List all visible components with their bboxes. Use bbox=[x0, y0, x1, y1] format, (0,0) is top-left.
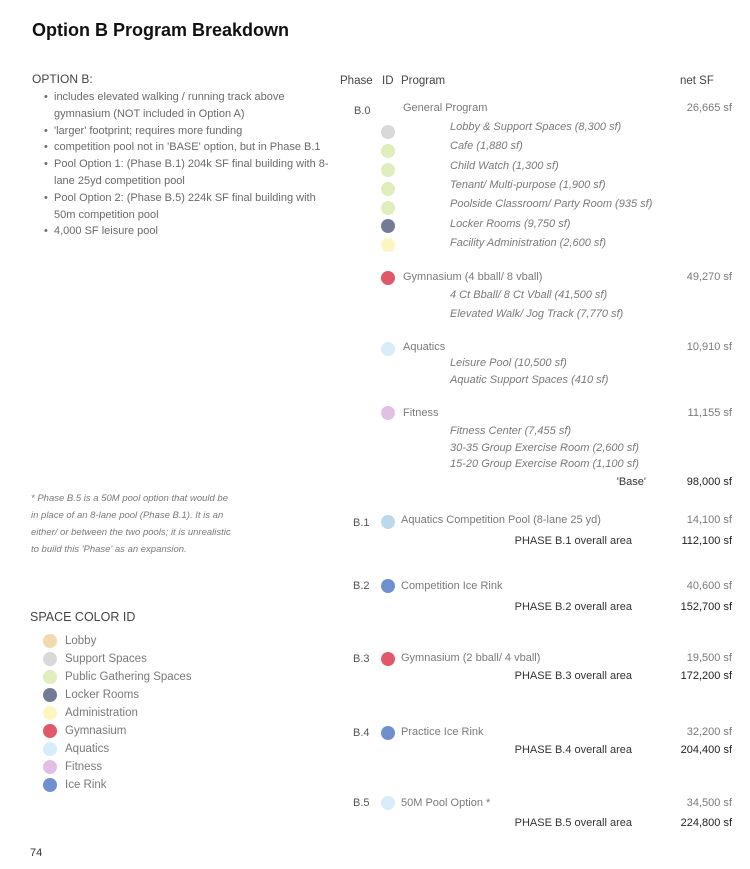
space-color-dot bbox=[381, 796, 395, 810]
phase-total-sf: 112,100 sf bbox=[681, 535, 732, 547]
header-program: Program bbox=[401, 75, 446, 87]
phase-label: B.3 bbox=[353, 653, 370, 665]
color-swatch bbox=[43, 760, 57, 774]
bullet-item: • 'larger' footprint; requires more funding bbox=[44, 123, 334, 140]
category-sf: 34,500 sf bbox=[686, 797, 732, 809]
legend-label: Gymnasium bbox=[65, 725, 127, 737]
program-item: Locker Rooms (9,750 sf) bbox=[450, 218, 571, 230]
category-name: Fitness bbox=[403, 407, 439, 419]
option-heading: OPTION B: bbox=[32, 72, 93, 86]
category-sf: 11,155 sf bbox=[687, 407, 732, 419]
phase-label: B.0 bbox=[354, 105, 371, 117]
bullet-item: • Pool Option 1: (Phase B.1) 204k SF final building with 8-lane 25yd competition pool bbox=[44, 156, 334, 190]
color-swatch bbox=[43, 670, 57, 684]
program-item: Aquatic Support Spaces (410 sf) bbox=[450, 374, 609, 386]
phase-total-sf: 152,700 sf bbox=[680, 601, 732, 613]
space-color-dot bbox=[381, 201, 395, 215]
program-item: 4 Ct Bball/ 8 Ct Vball (41,500 sf) bbox=[450, 289, 608, 301]
color-swatch bbox=[43, 778, 57, 792]
bullet-item: • Pool Option 2: (Phase B.5) 224k SF final building with 50m competition pool bbox=[44, 190, 334, 224]
color-swatch bbox=[43, 742, 57, 756]
program-item: Lobby & Support Spaces (8,300 sf) bbox=[450, 121, 622, 133]
category-sf: 40,600 sf bbox=[686, 580, 732, 592]
phase-total-label: PHASE B.2 overall area bbox=[514, 601, 632, 613]
program-item: 30-35 Group Exercise Room (2,600 sf) bbox=[450, 442, 639, 454]
legend-label: Aquatics bbox=[65, 743, 110, 755]
space-color-dot bbox=[381, 652, 395, 666]
phase-total-label: PHASE B.4 overall area bbox=[514, 744, 632, 756]
page-number: 74 bbox=[30, 847, 43, 859]
space-color-dot bbox=[381, 163, 395, 177]
bullet-item: • competition pool not in 'BASE' option, but in Phase B.1 bbox=[44, 139, 334, 156]
category-name: Gymnasium (2 bball/ 4 vball) bbox=[401, 652, 541, 664]
space-color-dot bbox=[381, 125, 395, 139]
legend-label: Ice Rink bbox=[65, 779, 107, 791]
phase-label: B.2 bbox=[353, 580, 370, 592]
category-sf: 14,100 sf bbox=[686, 514, 732, 526]
category-name: Competition Ice Rink bbox=[401, 580, 503, 592]
space-color-dot bbox=[381, 182, 395, 196]
phase-label: B.5 bbox=[353, 797, 370, 809]
phase-total-sf: 172,200 sf bbox=[680, 670, 732, 682]
category-name: General Program bbox=[403, 102, 488, 114]
legend-label: Administration bbox=[65, 707, 138, 719]
phase-total-label: PHASE B.3 overall area bbox=[514, 670, 632, 682]
phase-label: B.4 bbox=[353, 727, 370, 739]
header-phase: Phase bbox=[340, 75, 373, 87]
category-name: Gymnasium (4 bball/ 8 vball) bbox=[403, 271, 543, 283]
category-name: Practice Ice Rink bbox=[401, 726, 484, 738]
program-item: 15-20 Group Exercise Room (1,100 sf) bbox=[450, 458, 639, 470]
phase-total-sf: 224,800 sf bbox=[680, 817, 732, 829]
space-color-id-heading: SPACE COLOR ID bbox=[30, 610, 136, 624]
phase-total-label: PHASE B.5 overall area bbox=[514, 817, 632, 829]
category-sf: 19,500 sf bbox=[686, 652, 732, 664]
program-item: Fitness Center (7,455 sf) bbox=[450, 425, 572, 437]
space-color-dot bbox=[381, 342, 395, 356]
category-sf: 26,665 sf bbox=[686, 102, 732, 114]
header-id: ID bbox=[382, 75, 394, 87]
color-swatch bbox=[43, 688, 57, 702]
program-item: Tenant/ Multi-purpose (1,900 sf) bbox=[450, 179, 606, 191]
space-color-dot bbox=[381, 238, 395, 252]
legend-label: Fitness bbox=[65, 761, 103, 773]
program-item: Poolside Classroom/ Party Room (935 sf) bbox=[450, 198, 653, 210]
space-color-dot bbox=[381, 219, 395, 233]
color-swatch bbox=[43, 724, 57, 738]
header-net-sf: net SF bbox=[680, 75, 714, 87]
legend-label: Lobby bbox=[65, 635, 97, 647]
color-swatch bbox=[43, 652, 57, 666]
program-item: Cafe (1,880 sf) bbox=[450, 140, 523, 152]
phase-b5-note: * Phase B.5 is a 50M pool option that would be in place of an 8-lane pool (Phase B.1). It is an either/ or between the two pools; it is unrealistic to build this 'Phase' as an expansion. bbox=[31, 493, 231, 555]
color-swatch bbox=[43, 634, 57, 648]
legend-label: Locker Rooms bbox=[65, 689, 140, 701]
phase-label: B.1 bbox=[353, 517, 370, 529]
program-item: Leisure Pool (10,500 sf) bbox=[450, 357, 567, 369]
category-sf: 10,910 sf bbox=[686, 341, 732, 353]
phase-total-sf: 204,400 sf bbox=[680, 744, 732, 756]
color-swatch bbox=[43, 706, 57, 720]
space-color-dot bbox=[381, 406, 395, 420]
option-bullets bbox=[44, 89, 334, 240]
bullet-item: • 4,000 SF leisure pool bbox=[44, 223, 334, 240]
category-sf: 49,270 sf bbox=[686, 271, 732, 283]
program-item: Elevated Walk/ Jog Track (7,770 sf) bbox=[450, 308, 624, 320]
program-item: Child Watch (1,300 sf) bbox=[450, 160, 559, 172]
legend-label: Support Spaces bbox=[65, 653, 147, 665]
legend-label: Public Gathering Spaces bbox=[65, 671, 192, 683]
page-title: Option B Program Breakdown bbox=[32, 20, 290, 40]
space-color-dot bbox=[381, 515, 395, 529]
space-color-dot bbox=[381, 579, 395, 593]
space-color-dot bbox=[381, 271, 395, 285]
base-sf: 98,000 sf bbox=[686, 476, 732, 488]
space-color-dot bbox=[381, 144, 395, 158]
category-name: Aquatics Competition Pool (8-lane 25 yd) bbox=[401, 514, 601, 526]
bullet-item: • includes elevated walking / running track above gymnasium (NOT included in Option A) bbox=[44, 89, 334, 123]
base-label: 'Base' bbox=[616, 476, 646, 488]
category-sf: 32,200 sf bbox=[686, 726, 732, 738]
program-item: Facility Administration (2,600 sf) bbox=[450, 237, 607, 249]
category-name: 50M Pool Option * bbox=[401, 797, 491, 809]
phase-total-label: PHASE B.1 overall area bbox=[514, 535, 632, 547]
category-name: Aquatics bbox=[403, 341, 446, 353]
space-color-dot bbox=[381, 726, 395, 740]
